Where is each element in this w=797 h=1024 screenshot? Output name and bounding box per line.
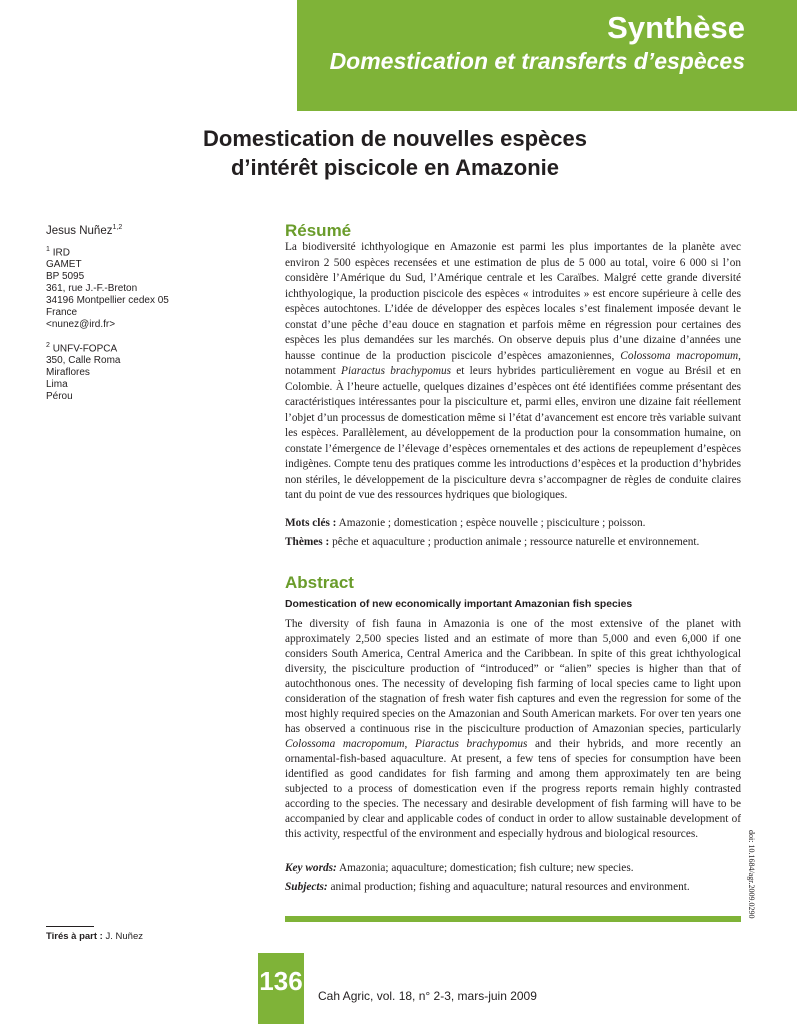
affiliation-2: $^2$ UNFV-FOPCA 350, Calle Roma Miraflores Lima Pérou: [46, 342, 121, 403]
article-title-line-1: Domestication de nouvelles espèces: [203, 126, 587, 151]
mots-cles: Mots clés : Amazonie ; domestication ; espèce nouvelle ; pisciculture ; poisson.: [285, 517, 646, 529]
abstract-subtitle: Domestication of new economically important Amazonian fish species: [285, 599, 633, 610]
doi: doi: 10.1684/agr.2009.0290: [747, 830, 756, 919]
resume-paragraph: La biodiversité ichthyologique en Amazonie est parmi les plus importantes de la planète avec environ 2 500 espèces recensées et une estimation de plus de 5 000 au total, voire 6 000 si l’on considère l’Amérique du Sud, l’Amérique centrale et les Caraïbes. Malgré cette grande diversité ichthyologique, la production piscicole des espèces « introduites » est encore supérieure à celle des espèces autochtones. L’idée de développer des espèces locales s’est finalement imposée devant le constat d’une pêche d’eau douce en stagnation et parfois même en régression pour certaines des espèces les plus demandées sur les marchés. On observe depuis plus d’une dizaine d’années une hausse continue de la production piscicole d’espèces amazoniennes, Colossoma macropomum, notamment Piaractus brachypomus et leurs hybrides particulièrement en vogue au Brésil et en Colombie. À l’heure actuelle, quelques dizaines d’espèces ont été identifiées comme présentant des caractéristiques intéressantes pour la pisciculture et, parmi elles, environ une dizaine fait réellement l’objet d’un processus de domestication même si l’état d’avancement est encore très variable suivant les espèces. Parallèlement, au développement de la production pour la consommation humaine, on constate l’émergence de l’élevage d’espèces ornementales et des actions de repeuplement d’espèces indigènes. Compte tenu des pratiques comme les introductions d’espèces et la production d’hybrides non stériles, le développement de la pisciculture devra s’accompagner de règles de conduite claires tant du point de vue des ressources hydriques que biologiques.: [285, 241, 742, 501]
author-email[interactable]: <nunez@ird.fr>: [46, 319, 116, 331]
reprint-note: Tirés à part : J. Nuñez: [46, 931, 143, 942]
journal-reference: Cah Agric, vol. 18, n° 2-3, mars-juin 2009: [318, 989, 537, 1003]
resume-heading: Résumé: [285, 221, 352, 240]
section-title: Synthèse: [607, 10, 745, 45]
footnote-divider: [46, 926, 94, 927]
article-title: [150, 124, 640, 182]
section-subtitle: Domestication et transferts d’espèces: [329, 48, 745, 74]
subjects: Subjects: animal production; fishing and aquaculture; natural resources and environment.: [285, 881, 690, 893]
affiliation-1: $^1$ IRD GAMET BP 5095 361, rue J.-F.-Breton 34196 Montpellier cedex 05 France <nunez@ird.fr>: [46, 244, 261, 331]
page-number: 136: [259, 966, 303, 996]
key-words: Key words: Amazonia; aquaculture; domestication; fish culture; new species.: [285, 862, 634, 874]
author-name: Jesus Nuñez$^{1,2}$: [46, 224, 123, 237]
author-block: [46, 222, 261, 412]
article-title-line-2: d’intérêt piscicole en Amazonie: [230, 155, 560, 180]
themes: Thèmes : pêche et aquaculture ; production animale ; ressource naturelle et environnement.: [285, 536, 700, 548]
green-divider: [285, 916, 741, 922]
abstract-paragraph: The diversity of fish fauna in Amazonia is one of the most extensive of the planet with approximately 2,500 species listed and an estimate of more than 5,000 and even 6,000 if one considers South America, Central America and the Caribbean. In spite of this great ichthyological diversity, the pisciculture production of “introduced” or “alien” species is higher than that of autochthonous ones. The necessity of developing fish farming of local species came to light upon consideration of the stagnation of fresh water fish captures and even the regression for some of the most highly required species on the Amazonian and South American markets. For over ten years one has observed a continuous rise in the pisciculture production of Amazonian species, particularly Colossoma macropomum, Piaractus brachypomus and their hybrids, and more recently an ornamental-fish-based aquaculture. At present, a few tens of species for consumption have been identified as good candidates for fish farming and among them approximately ten are being subjected to a process of domestication even if the progress reports remain highly contrasted according to the species. The necessary and desirable development of fish farming will have to be accompanied by clear and applicable codes of conduct in order to allow sustainable development of this activity, respectful of the environment and especially hydrous and biological resources.: [285, 618, 741, 840]
abstract-heading: Abstract: [285, 573, 354, 592]
